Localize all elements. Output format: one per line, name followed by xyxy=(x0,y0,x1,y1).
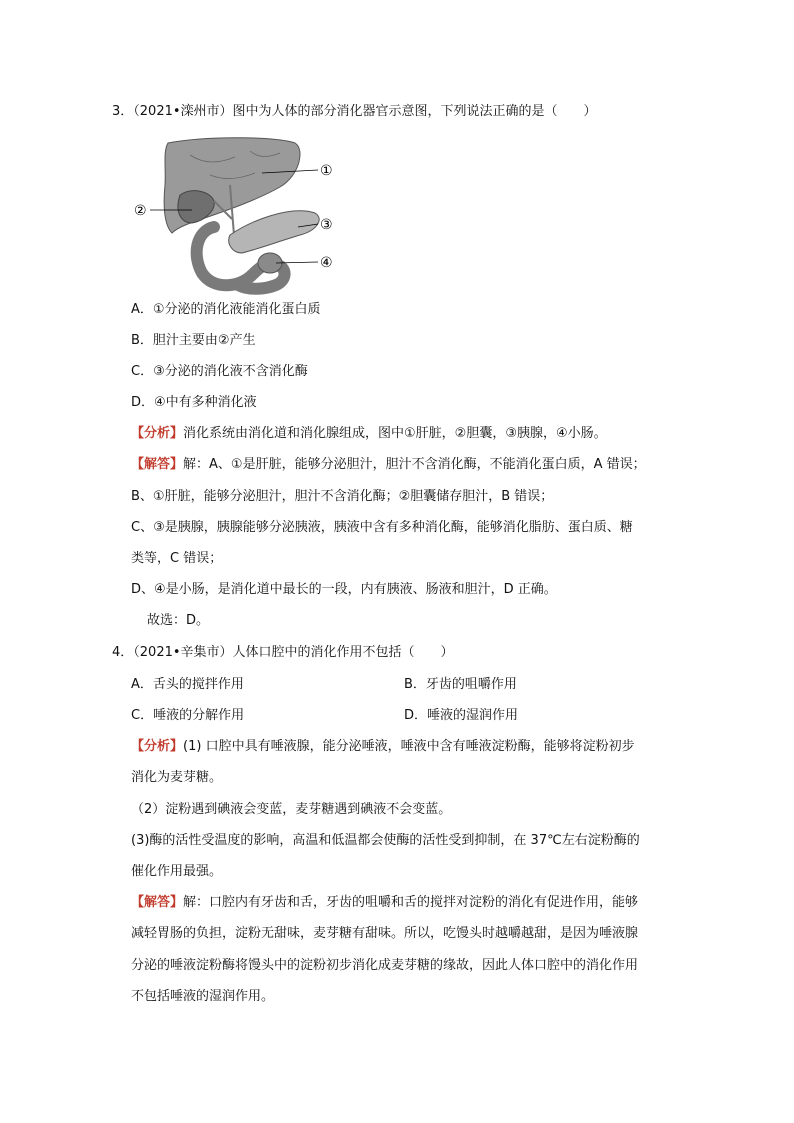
q4-answer-line-3: 分泌的唾液淀粉酶将馒头中的淀粉初步消化成麦芽糖的缘故，因此人体口腔中的消化作用 xyxy=(131,958,639,973)
q3-answer-line-3: C、③是胰腺，胰腺能够分泌胰液，胰液中含有多种消化酶，能够消化脂肪、蛋白质、糖 xyxy=(131,520,633,535)
question-3-source: （2021•滦州市） xyxy=(133,104,233,119)
q4-analysis-line-3: （2）淀粉遇到碘液会变蓝，麦芽糖遇到碘液不会变蓝。 xyxy=(131,802,452,817)
q3-option-c: C．③分泌的消化液不含消化酶 xyxy=(131,364,308,379)
q3-analysis-tag: 【分析】 xyxy=(131,426,184,441)
gallbladder-shape xyxy=(178,191,214,223)
q3-answer-tag: 【解答】 xyxy=(131,457,184,472)
figure-label-1: ① xyxy=(320,163,333,179)
q4-answer-line-4: 不包括唾液的湿润作用。 xyxy=(131,989,275,1004)
q3-analysis-text: 消化系统由消化道和消化腺组成，图中①肝脏，②胆囊，③胰腺，④小肠。 xyxy=(183,426,607,441)
pancreas-shape xyxy=(229,211,319,253)
question-4-source: （2021•辛集市） xyxy=(133,645,233,660)
q4-option-c: C．唾液的分解作用 xyxy=(131,708,245,723)
q4-analysis-line-1: 【分析】(1) 口腔中具有唾液腺，能分泌唾液，唾液中含有唾液淀粉酶，能够将淀粉初步 xyxy=(131,739,635,754)
question-3-heading xyxy=(112,103,597,121)
q4-answer-line-1: 【解答】解：口腔内有牙齿和舌，牙齿的咀嚼和舌的搅拌对淀粉的消化有促进作用，能够 xyxy=(131,895,639,910)
q4-answer-tag: 【解答】 xyxy=(131,895,184,910)
q4-option-b: B．牙齿的咀嚼作用 xyxy=(404,677,517,692)
figure-label-4: ④ xyxy=(320,255,333,271)
q3-option-d: D．④中有多种消化液 xyxy=(131,395,257,410)
q4-analysis-line-2: 消化为麦芽糖。 xyxy=(131,770,223,785)
q3-analysis xyxy=(131,425,607,443)
q4-analysis-tag: 【分析】 xyxy=(131,739,184,754)
question-4-number: 4． xyxy=(112,645,134,660)
q3-answer-line-5: D、④是小肠，是消化道中最长的一段，内有胰液、肠液和胆汁，D 正确。 xyxy=(131,582,557,597)
digestive-organs-figure xyxy=(130,135,350,295)
question-4-stem: 人体口腔中的消化作用不包括（ ） xyxy=(232,645,454,660)
figure-label-2: ② xyxy=(134,203,147,219)
question-4-heading xyxy=(112,644,454,662)
q4-option-a: A．舌头的搅拌作用 xyxy=(131,677,244,692)
q4-answer-line-2: 减轻胃肠的负担，淀粉无甜味，麦芽糖有甜味。所以，吃馒头时越嚼越甜，是因为唾液腺 xyxy=(131,926,639,941)
q3-answer-line-1: 【解答】解：A、①是肝脏，能够分泌胆汁，胆汁不含消化酶，不能消化蛋白质，A 错误； xyxy=(131,457,646,472)
q3-answer-line-4: 类等，C 错误； xyxy=(131,551,223,566)
q3-option-a: A．①分泌的消化液能消化蛋白质 xyxy=(131,302,321,317)
question-3-stem: 图中为人体的部分消化器官示意图，下列说法正确的是（ ） xyxy=(232,104,597,119)
q3-option-b: B．胆汁主要由②产生 xyxy=(131,333,256,348)
q4-option-d: D．唾液的湿润作用 xyxy=(404,708,519,723)
q3-answer-line-6: 故选：D。 xyxy=(147,613,210,628)
q4-analysis-line-5: 催化作用最强。 xyxy=(131,864,223,879)
q3-answer-line-2: B、①肝脏，能够分泌胆汁，胆汁不含消化酶；②胆囊储存胆汁，B 错误； xyxy=(131,489,554,504)
question-3-number: 3． xyxy=(112,104,134,119)
figure-label-3: ③ xyxy=(320,217,333,233)
q4-analysis-line-4: (3)酶的活性受温度的影响，高温和低温都会使酶的活性受到抑制，在 37℃左右淀粉酶的 xyxy=(131,833,640,848)
